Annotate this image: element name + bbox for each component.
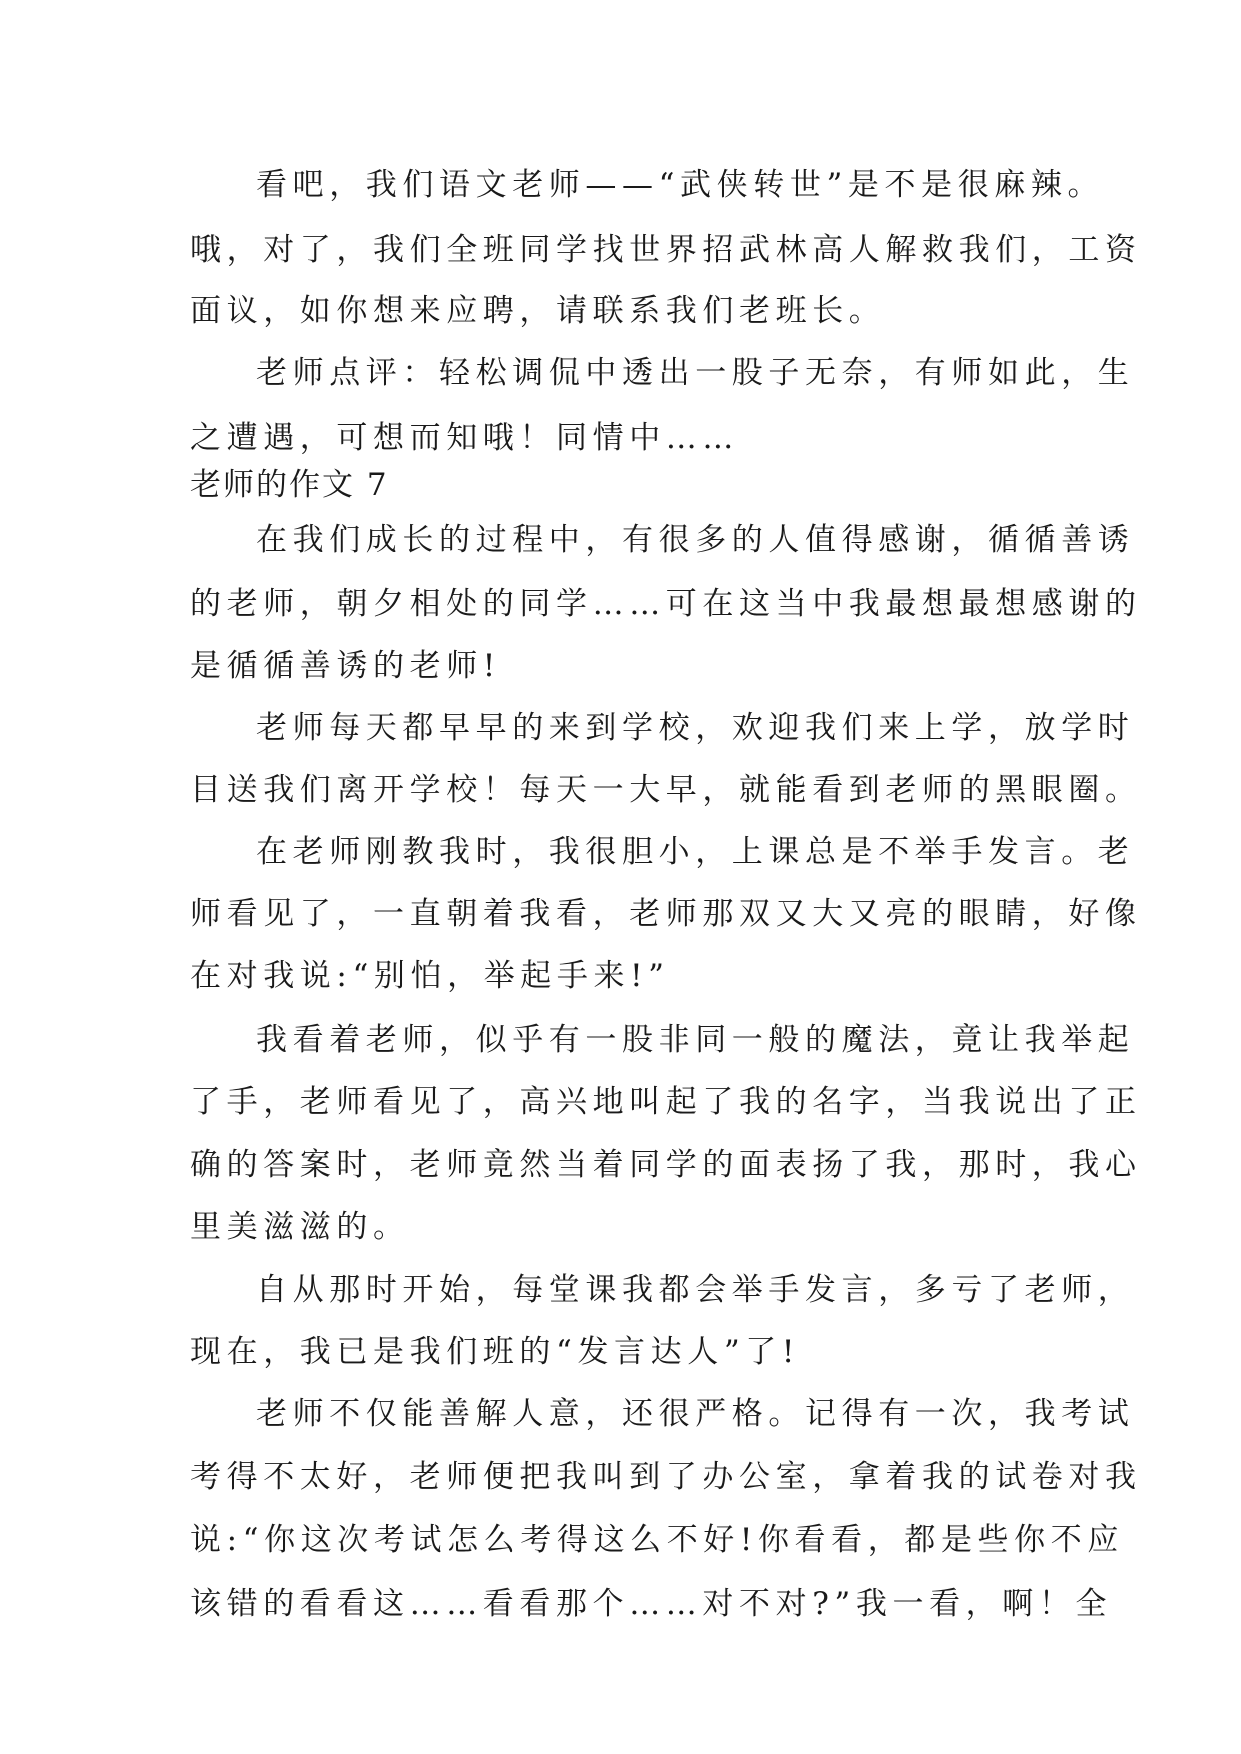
text-line: 说:“你这次考试怎么考得这么不好!你看看，都是些你不应	[190, 1522, 1124, 1558]
text-line: 确的答案时，老师竟然当着同学的面表扬了我，那时，我心	[190, 1147, 1142, 1183]
text-line: 了手，老师看见了，高兴地叫起了我的名字，当我说出了正	[190, 1084, 1142, 1120]
text-line: 之遭遇，可想而知哦！同情中……	[190, 420, 739, 456]
text-line: 师看见了，一直朝着我看，老师那双又大又亮的眼睛，好像	[190, 896, 1142, 932]
text-line: 是循循善诱的老师!	[190, 648, 501, 684]
text-line: 考得不太好，老师便把我叫到了办公室，拿着我的试卷对我	[190, 1459, 1142, 1495]
section-heading: 老师的作文 7	[190, 467, 389, 503]
text-line: 老师每天都早早的来到学校，欢迎我们来上学，放学时	[256, 710, 1135, 746]
text-line: 面议，如你想来应聘，请联系我们老班长。	[190, 293, 886, 329]
text-line: 在老师刚教我时，我很胆小，上课总是不举手发言。老	[256, 834, 1135, 870]
text-line: 我看着老师，似乎有一股非同一般的魔法，竟让我举起	[256, 1022, 1135, 1058]
text-line: 老师不仅能善解人意，还很严格。记得有一次，我考试	[256, 1396, 1135, 1432]
text-line: 老师点评：轻松调侃中透出一股子无奈，有师如此，生	[256, 355, 1135, 391]
text-line: 哦，对了，我们全班同学找世界招武林高人解救我们，工资	[190, 232, 1142, 268]
text-line: 里美滋滋的。	[190, 1209, 410, 1245]
text-line: 在我们成长的过程中，有很多的人值得感谢，循循善诱	[256, 522, 1135, 558]
text-line: 该错的看看这……看看那个……对不对?”我一看，啊！全	[190, 1586, 1113, 1622]
text-line: 的老师，朝夕相处的同学……可在这当中我最想最想感谢的	[190, 586, 1142, 622]
text-line: 在对我说:“别怕，举起手来!”	[190, 958, 670, 994]
text-line: 看吧，我们语文老师——“武侠转世”是不是很麻辣。	[256, 167, 1105, 203]
text-line: 自从那时开始，每堂课我都会举手发言，多亏了老师，	[256, 1272, 1135, 1308]
text-line: 目送我们离开学校！每天一大早，就能看到老师的黑眼圈。	[190, 772, 1142, 808]
text-line: 现在，我已是我们班的“发言达人”了!	[190, 1334, 800, 1370]
